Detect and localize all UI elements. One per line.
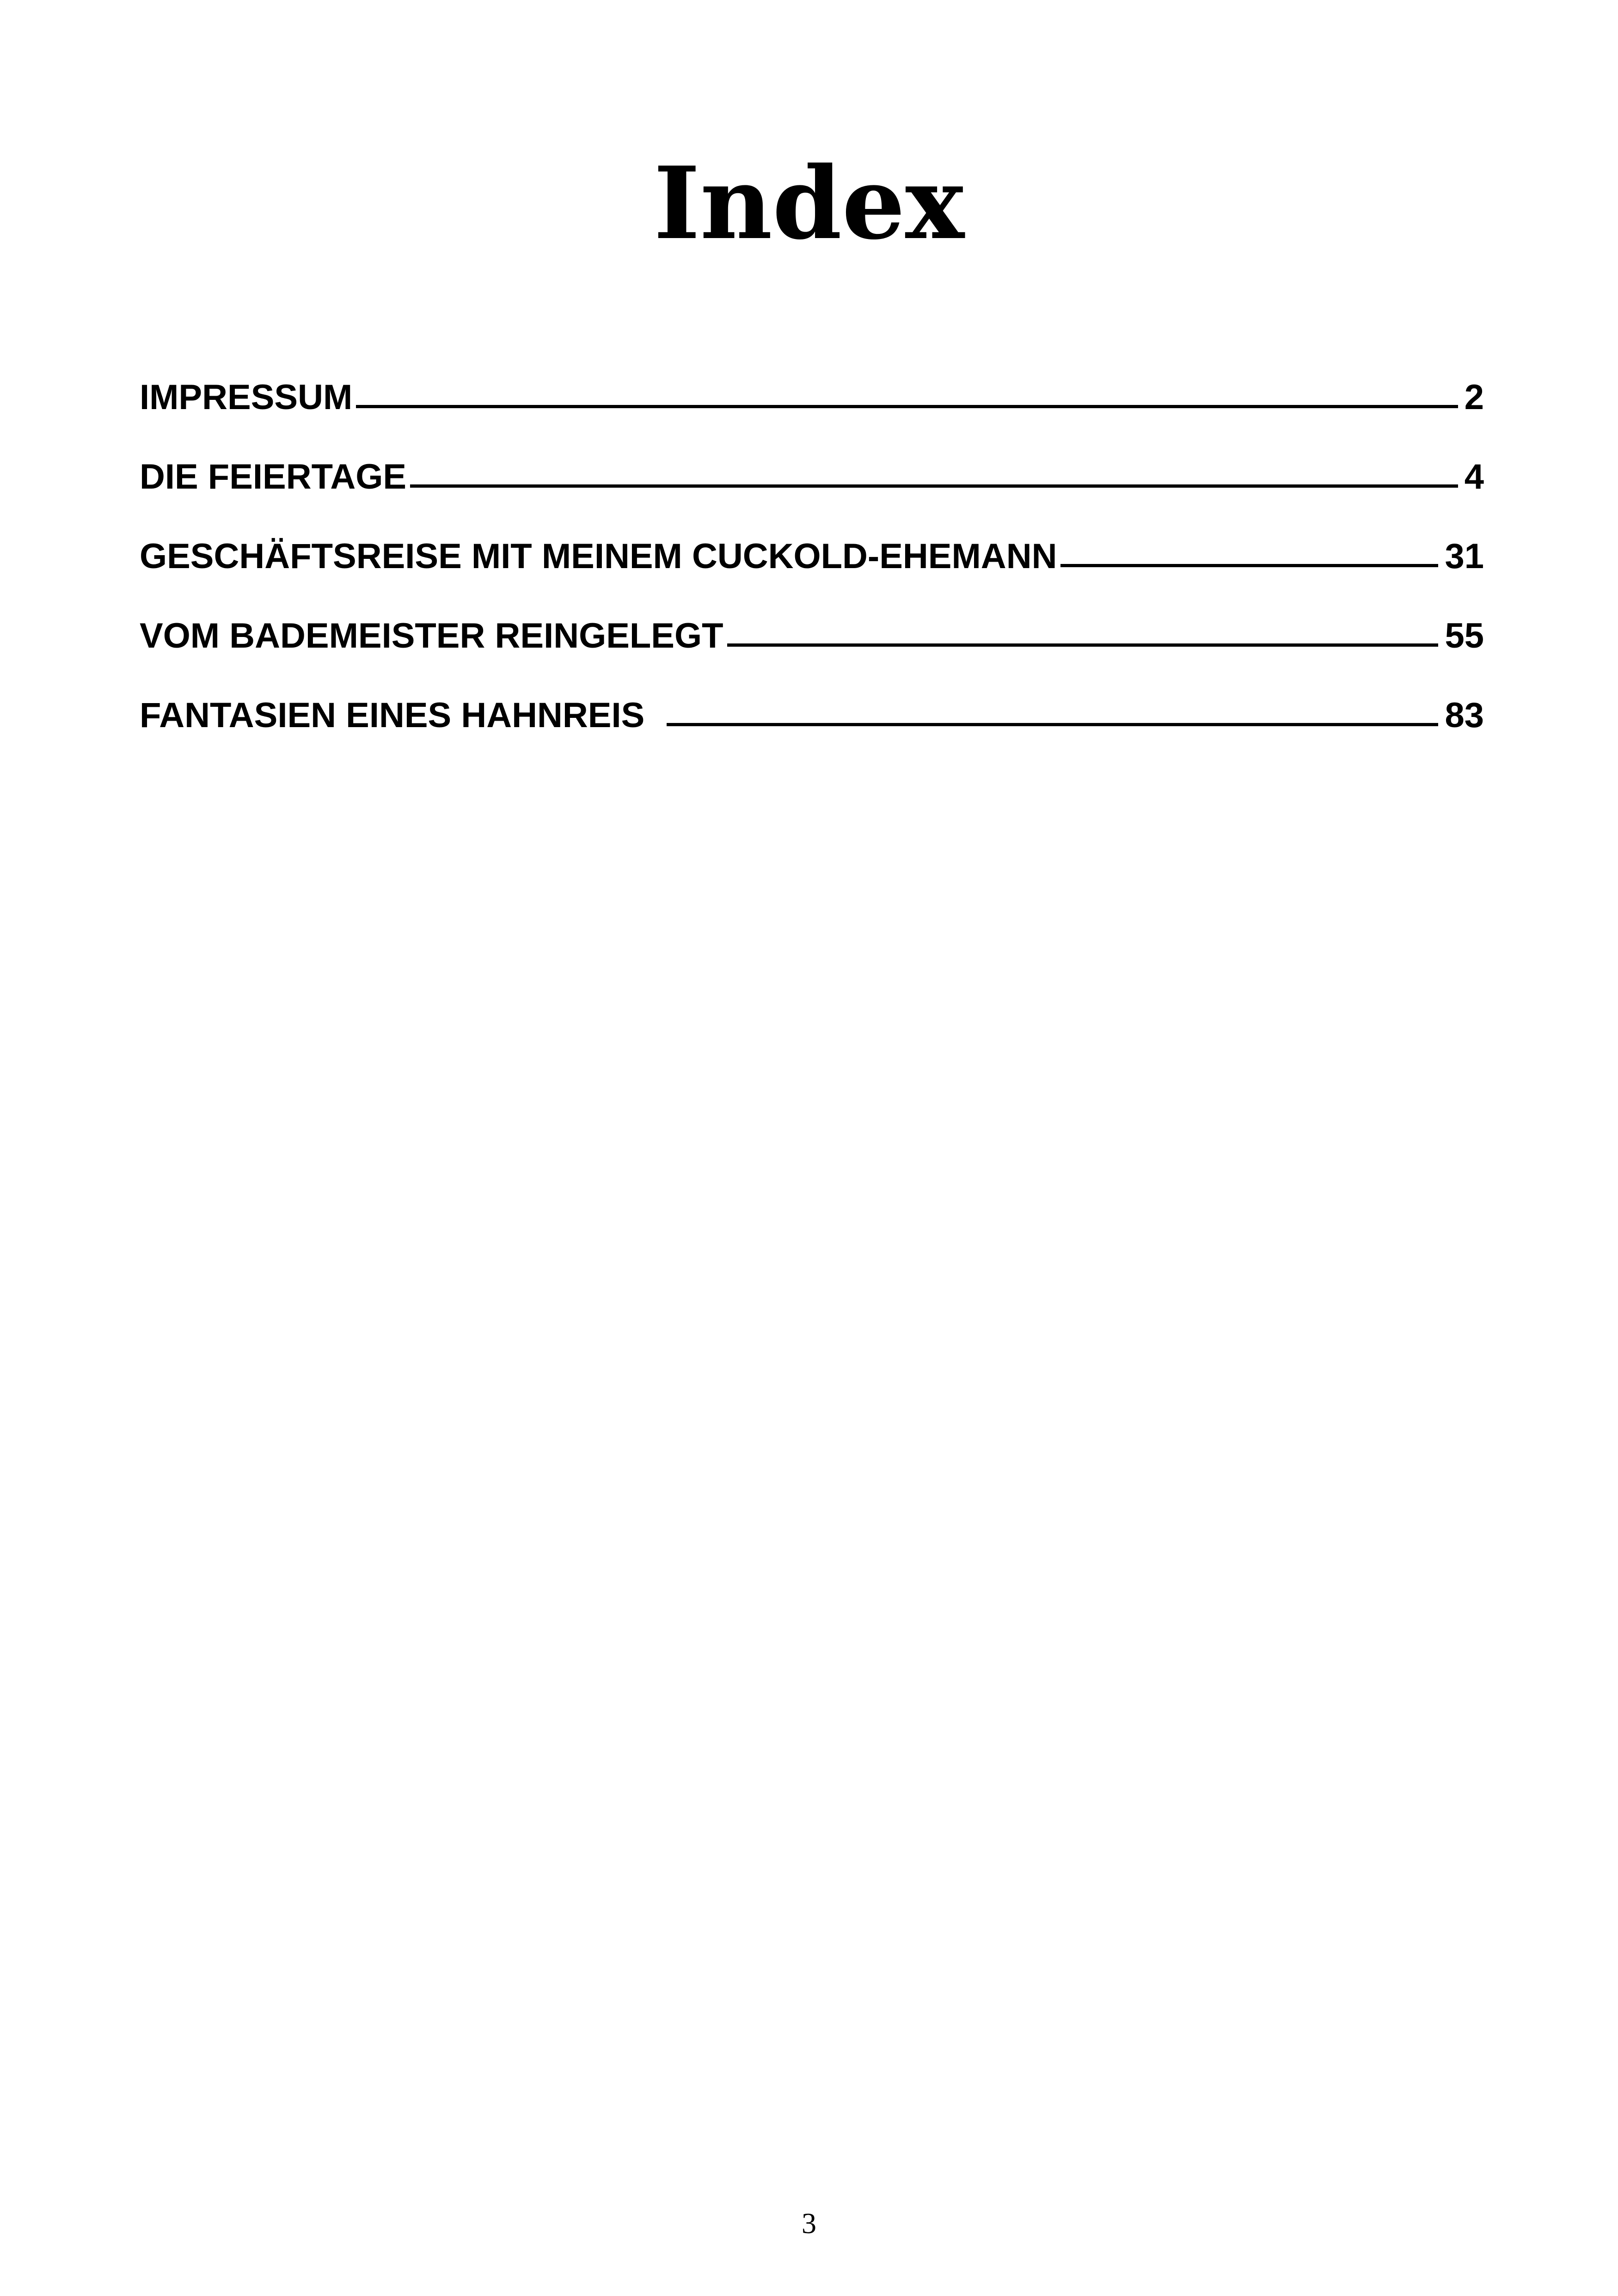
page-number: 3: [802, 2207, 816, 2240]
toc-entry-page: 2: [1464, 378, 1484, 417]
toc-entry-page: 31: [1445, 537, 1484, 576]
toc-entry-title: VOM BADEMEISTER REINGELEGT: [140, 616, 723, 655]
toc-entry-title: DIE FEIERTAGE: [140, 457, 407, 496]
toc-entry-page: 55: [1445, 616, 1484, 655]
toc-entry-impressum[interactable]: [140, 372, 1484, 452]
toc-entry-page: 83: [1445, 696, 1484, 735]
page-title: Index: [653, 145, 965, 262]
toc-leader-line: [356, 373, 1458, 408]
toc-entry-fantasien[interactable]: [140, 690, 1484, 770]
toc-entry-die-feiertage[interactable]: [140, 452, 1484, 531]
toc-leader-line: [1060, 532, 1438, 567]
toc-leader-line: [410, 452, 1458, 488]
toc-entry-title: FANTASIEN EINES HAHNREIS: [140, 696, 645, 735]
toc-entry-page: 4: [1464, 457, 1484, 496]
table-of-contents: [140, 372, 1484, 770]
toc-entry-title: IMPRESSUM: [140, 378, 353, 417]
toc-leader-line: [727, 611, 1439, 647]
toc-entry-vom-bademeister[interactable]: [140, 611, 1484, 690]
toc-entry-geschaeftsreise[interactable]: [140, 531, 1484, 611]
toc-entry-title: GESCHÄFTSREISE MIT MEINEM CUCKOLD-EHEMANN: [140, 537, 1057, 576]
toc-leader-line: [667, 691, 1438, 726]
